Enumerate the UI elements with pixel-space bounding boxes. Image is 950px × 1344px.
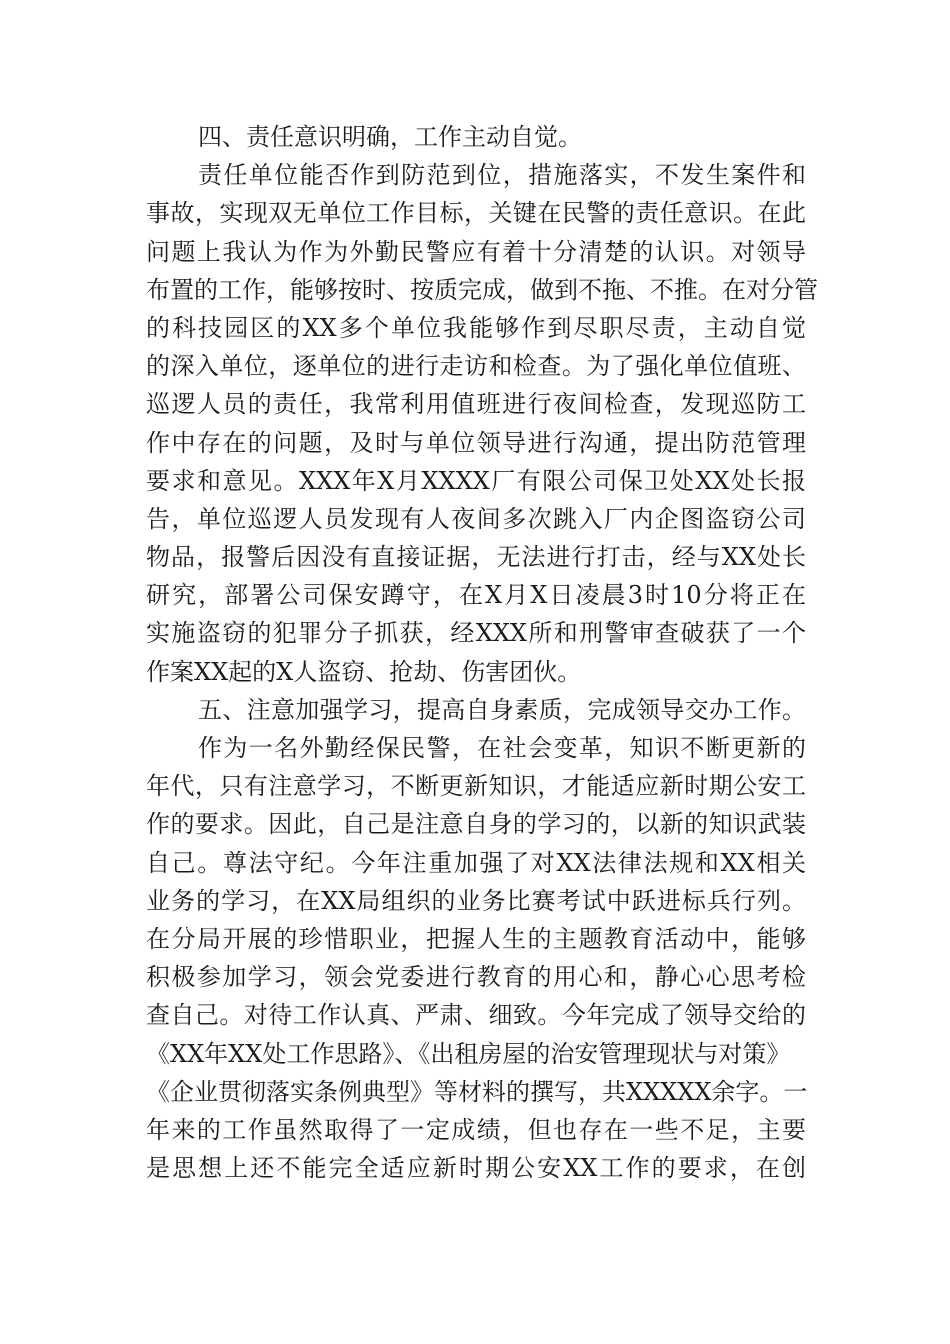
text-line: 查自己。对待工作认真、严肃、细致。今年完成了领导交给的 [146, 1001, 806, 1030]
text-line: 《企业贯彻落实条例典型》等材料的撰写，共XXXXX余字。一 [146, 1077, 808, 1106]
paragraph-first-line: 作为一名外勤经保民警，在社会变革，知识不断更新的 [198, 734, 806, 762]
text-line: 《XX年XX处工作思路》、《出租房屋的治安管理现状与对策》 [146, 1039, 791, 1068]
text-line: 的深入单位，逐单位的进行走访和检查。为了强化单位值班、 [146, 352, 806, 381]
document-body [146, 118, 818, 1187]
text-line: 事故，实现双无单位工作目标，关键在民警的责任意识。在此 [146, 199, 806, 228]
text-line: 年来的工作虽然取得了一定成绩，但也存在一些不足，主要 [146, 1115, 806, 1144]
paragraph-first-line: 四、责任意识明确，工作主动自觉。 [198, 123, 582, 151]
text-line: 研究，部署公司保安蹲守，在X月X日凌晨3时10分将正在 [146, 581, 806, 610]
text-line: 问题上我认为作为外勤民警应有着十分清楚的认识。对领导 [146, 237, 806, 266]
text-line: 作案XX起的X人盗窃、抢劫、伤害团伙。 [146, 657, 582, 686]
paragraph-first-line: 五、注意加强学习，提高自身素质，完成领导交办工作。 [198, 695, 806, 724]
text-line: 积极参加学习，领会党委进行教育的用心和，静心心思考检 [146, 963, 806, 992]
text-line: 作的要求。因此，自己是注意自身的学习的，以新的知识武装 [146, 810, 806, 839]
text-line: 要求和意见。XXX年X月XXXX厂有限公司保卫处XX处长报 [146, 466, 806, 495]
text-line: 在分局开展的珍惜职业，把握人生的主题教育活动中，能够 [146, 924, 806, 953]
text-line: 业务的学习，在XX局组织的业务比赛考试中跃进标兵行列。 [146, 886, 806, 915]
text-line: 自己。尊法守纪。今年注重加强了对XX法律法规和XX相关 [146, 848, 806, 877]
text-line: 年代，只有注意学习，不断更新知识，才能适应新时期公安工 [146, 772, 806, 801]
text-line: 作中存在的问题，及时与单位领导进行沟通，提出防范管理 [146, 428, 806, 457]
text-line: 告，单位巡逻人员发现有人夜间多次跳入厂内企图盗窃公司 [146, 504, 806, 533]
paragraph-first-line: 责任单位能否作到防范到位，措施落实，不发生案件和 [198, 161, 806, 190]
text-line: 物品，报警后因没有直接证据，无法进行打击，经与XX处长 [146, 543, 806, 572]
text-line: 的科技园区的XX多个单位我能够作到尽职尽责，主动自觉 [146, 313, 806, 342]
text-line: 是思想上还不能完全适应新时期公安XX工作的要求，在创 [146, 1154, 806, 1183]
text-line: 实施盗窃的犯罪分子抓获，经XXX所和刑警审查破获了一个 [146, 619, 806, 648]
text-line: 巡逻人员的责任，我常利用值班进行夜间检查，发现巡防工 [146, 390, 806, 419]
text-line: 布置的工作，能够按时、按质完成，做到不拖、不推。在对分管 [146, 275, 818, 304]
